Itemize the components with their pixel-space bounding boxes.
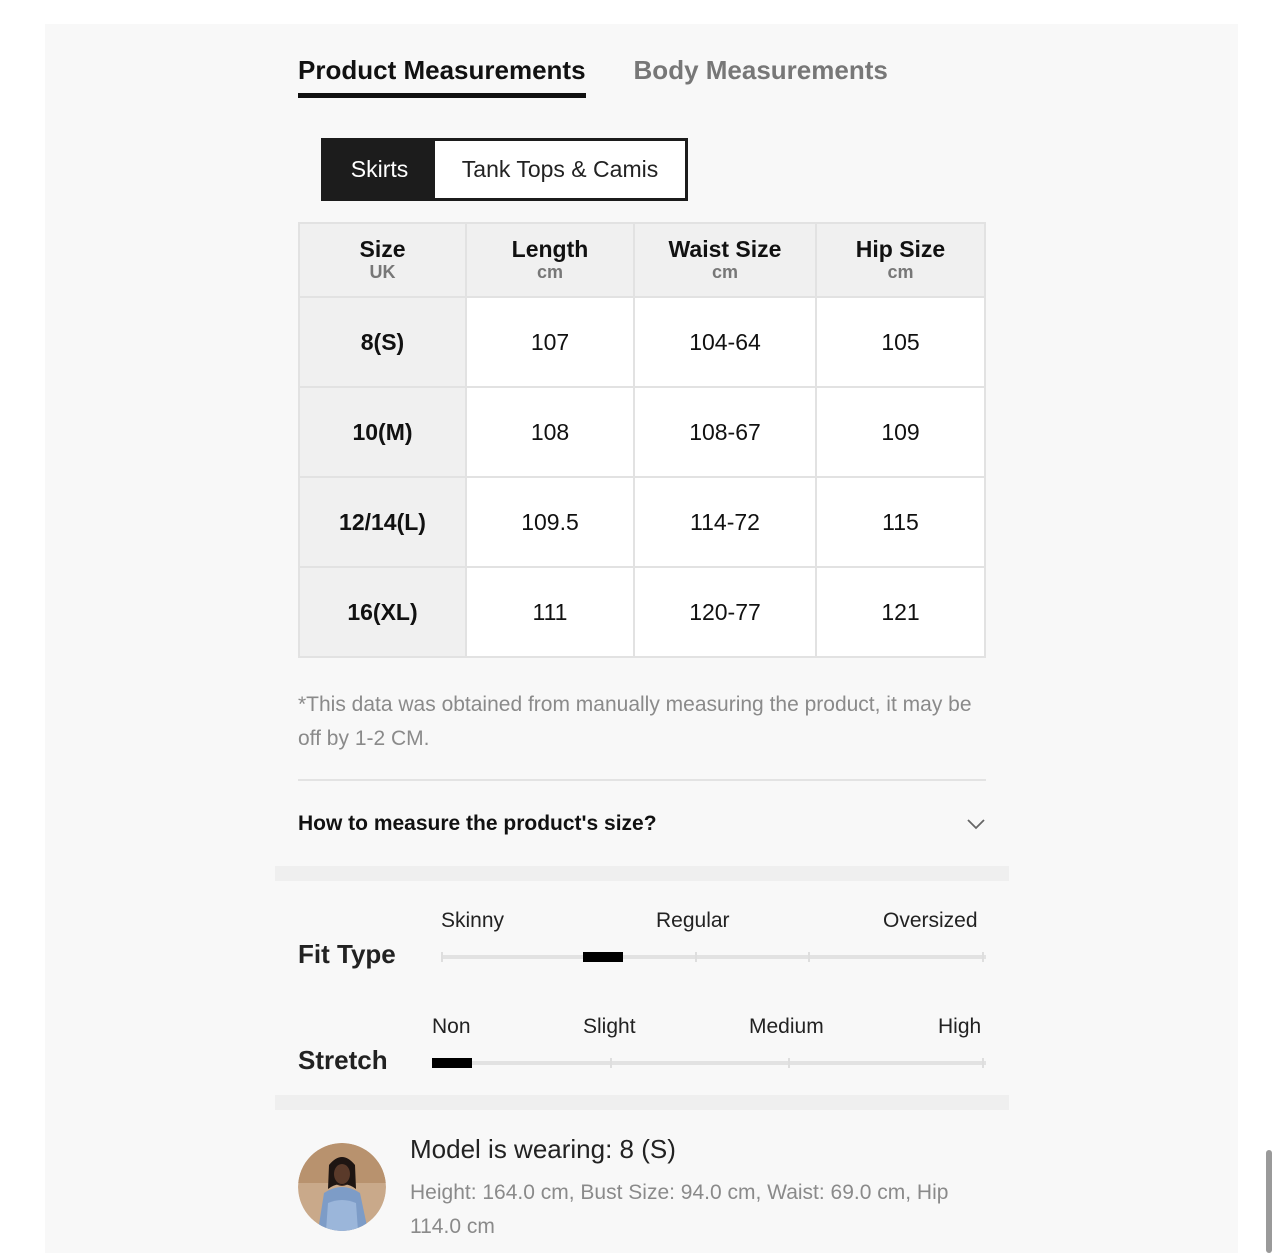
track-tick [982, 952, 984, 962]
cell-hip: 109 [816, 387, 985, 477]
fit-scale-skinny: Skinny [441, 909, 505, 932]
table-row [299, 567, 985, 657]
cell-waist: 120-77 [634, 567, 816, 657]
stretch-scale-high: High [938, 1015, 982, 1038]
measurement-note: *This data was obtained from manually measuring the product, it may be off by 1-2 CM. [298, 693, 972, 750]
stretch-scale-non: Non [432, 1015, 471, 1038]
cell-waist: 108-67 [634, 387, 816, 477]
how-to-measure-label: How to measure the product's size? [298, 812, 657, 835]
stretch-label: Stretch [298, 1045, 388, 1075]
model-avatar [298, 1143, 386, 1231]
track-tick [441, 952, 443, 962]
track-tick [610, 1058, 612, 1068]
table-row [299, 387, 985, 477]
header-hip-size [816, 223, 985, 297]
header-size [299, 223, 466, 297]
header-waist-name: Waist Size [668, 236, 782, 263]
cell-size: 12/14(L) [299, 477, 466, 567]
table-row [299, 477, 985, 567]
cell-size: 8(S) [299, 297, 466, 387]
header-waist-size [634, 223, 816, 297]
category-selector [321, 138, 688, 201]
cell-length: 107 [466, 297, 634, 387]
cell-length: 111 [466, 567, 634, 657]
track-tick [788, 1058, 790, 1068]
stretch-marker [432, 1058, 472, 1068]
track-tick [695, 952, 697, 962]
track-tick [982, 1058, 984, 1068]
fit-type-marker [583, 952, 623, 962]
tab-product-measurements[interactable]: Product Measurements [298, 56, 586, 98]
cell-waist: 104-64 [634, 297, 816, 387]
header-waist-unit: cm [711, 261, 738, 282]
section-separator [275, 1095, 1009, 1110]
model-measurements: Height: 164.0 cm, Bust Size: 94.0 cm, Waist: 69.0 cm, Hip 114.0 cm [410, 1181, 949, 1238]
cell-size: 16(XL) [299, 567, 466, 657]
stretch-track [432, 1061, 986, 1065]
fit-type-label: Fit Type [298, 939, 396, 969]
header-hip-name: Hip Size [855, 236, 946, 263]
header-hip-unit: cm [887, 261, 914, 282]
cell-hip: 115 [816, 477, 985, 567]
model-wearing-size: Model is wearing: 8 (S) [410, 1134, 676, 1164]
measurement-tabs [298, 56, 936, 98]
fit-scale-oversized: Oversized [883, 909, 978, 932]
stretch-scale-slight: Slight [583, 1015, 636, 1038]
fit-type-track [441, 955, 986, 959]
stretch-scale-medium: Medium [749, 1015, 824, 1038]
table-row [299, 297, 985, 387]
header-length-name: Length [511, 236, 589, 263]
divider [298, 779, 986, 781]
fit-scale-regular: Regular [656, 909, 730, 932]
category-tank-tops-camis[interactable]: Tank Tops & Camis [435, 141, 685, 198]
header-length-unit: cm [536, 261, 563, 282]
header-size-name: Size [359, 236, 406, 263]
cell-length: 109.5 [466, 477, 634, 567]
size-table [298, 222, 986, 658]
tab-body-measurements[interactable]: Body Measurements [633, 55, 888, 85]
track-tick [808, 952, 810, 962]
how-to-measure-toggle[interactable] [298, 808, 986, 840]
header-size-unit: UK [369, 261, 396, 282]
header-length [466, 223, 634, 297]
cell-hip: 105 [816, 297, 985, 387]
cell-waist: 114-72 [634, 477, 816, 567]
cell-length: 108 [466, 387, 634, 477]
section-separator [275, 866, 1009, 881]
chevron-down-icon [966, 814, 986, 834]
category-skirts[interactable]: Skirts [324, 141, 435, 198]
table-header-row [299, 223, 985, 297]
cell-size: 10(M) [299, 387, 466, 477]
cell-hip: 121 [816, 567, 985, 657]
scrollbar-thumb[interactable] [1266, 1150, 1272, 1253]
